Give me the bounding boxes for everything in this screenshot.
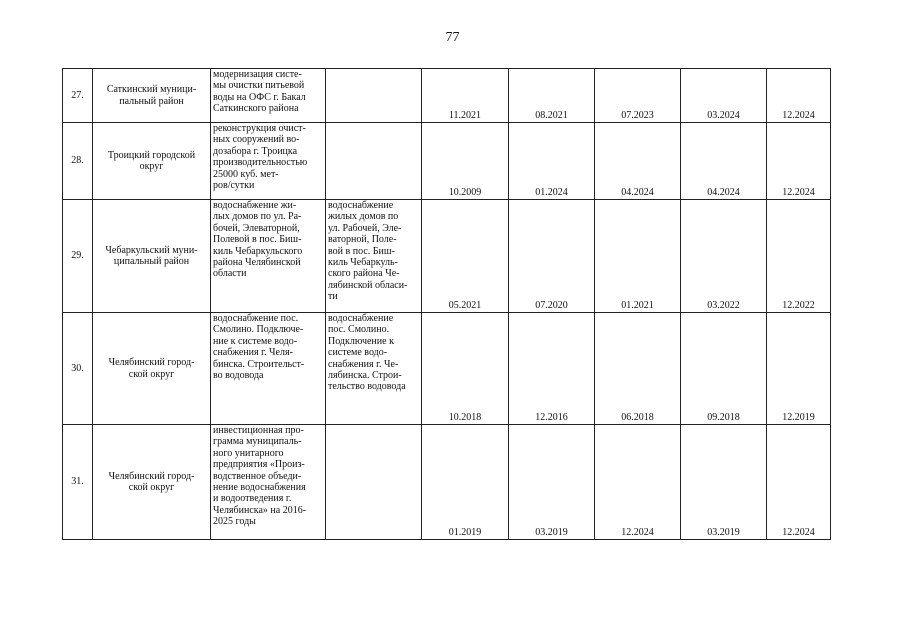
- table-row: [63, 313, 831, 425]
- date-4-cell: 03.2019: [681, 425, 767, 540]
- table-row: [63, 200, 831, 313]
- date-2-cell: 01.2024: [509, 123, 595, 200]
- table-row: [63, 123, 831, 200]
- date-end-cell: 12.2022: [767, 200, 831, 313]
- date-4-cell: 04.2024: [681, 123, 767, 200]
- municipality-cell: Троицкий городской округ: [93, 123, 211, 200]
- date-start-cell: 10.2009: [422, 123, 509, 200]
- object-cell: [326, 425, 422, 540]
- date-end-cell: 12.2024: [767, 69, 831, 123]
- object-cell: водоснабжение пос. Смолино. Подключение к системе водо- снабжения г. Че- лябинска. Строи- тельство водовода: [326, 313, 422, 425]
- row-number: 27.: [63, 69, 93, 123]
- project-cell: инвестиционная про- грамма муниципаль- ного унитарного предприятия «Произ- водственное объеди- нение водоснабжения и водоотведения г. Челябинска» на 2016- 2025 годы: [211, 425, 326, 540]
- project-cell: реконструкция очист- ных сооружений во- дозабора г. Троицка производительностью 25000 куб. мет- ров/сутки: [211, 123, 326, 200]
- date-end-cell: 12.2019: [767, 313, 831, 425]
- date-2-cell: 08.2021: [509, 69, 595, 123]
- table-row: [63, 425, 831, 540]
- date-2-cell: 12.2016: [509, 313, 595, 425]
- table-row: [63, 69, 831, 123]
- date-start-cell: 01.2019: [422, 425, 509, 540]
- row-number: 30.: [63, 313, 93, 425]
- projects-table: [62, 68, 831, 540]
- row-number: 28.: [63, 123, 93, 200]
- page-number: 77: [445, 30, 460, 45]
- municipality-cell: Чебаркульский муни- ципальный район: [93, 200, 211, 313]
- date-2-cell: 07.2020: [509, 200, 595, 313]
- date-4-cell: 03.2024: [681, 69, 767, 123]
- project-cell: водоснабжение пос. Смолино. Подключе- ние к системе водо- снабжения г. Челя- бинска. Строительст- во водовода: [211, 313, 326, 425]
- object-cell: водоснабжение жилых домов по ул. Рабочей, Эле- ваторной, Поле- вой в пос. Биш- киль Чебаркуль- ского района Че- лябинской обласи- ти: [326, 200, 422, 313]
- date-start-cell: 10.2018: [422, 313, 509, 425]
- object-cell: [326, 69, 422, 123]
- date-start-cell: 11.2021: [422, 69, 509, 123]
- date-3-cell: 07.2023: [595, 69, 681, 123]
- date-start-cell: 05.2021: [422, 200, 509, 313]
- project-cell: модернизация систе- мы очистки питьевой воды на ОФС г. Бакал Саткинского района: [211, 69, 326, 123]
- date-end-cell: 12.2024: [767, 425, 831, 540]
- row-number: 29.: [63, 200, 93, 313]
- date-3-cell: 06.2018: [595, 313, 681, 425]
- date-4-cell: 09.2018: [681, 313, 767, 425]
- date-2-cell: 03.2019: [509, 425, 595, 540]
- municipality-cell: Челябинский город- ской округ: [93, 313, 211, 425]
- date-3-cell: 04.2024: [595, 123, 681, 200]
- project-cell: водоснабжение жи- лых домов по ул. Ра- бочей, Элеваторной, Полевой в пос. Биш- киль Чебаркульского района Челябинской области: [211, 200, 326, 313]
- date-3-cell: 01.2021: [595, 200, 681, 313]
- municipality-cell: Саткинский муници- пальный район: [93, 69, 211, 123]
- municipality-cell: Челябинский город- ской округ: [93, 425, 211, 540]
- object-cell: [326, 123, 422, 200]
- date-end-cell: 12.2024: [767, 123, 831, 200]
- date-4-cell: 03.2022: [681, 200, 767, 313]
- row-number: 31.: [63, 425, 93, 540]
- date-3-cell: 12.2024: [595, 425, 681, 540]
